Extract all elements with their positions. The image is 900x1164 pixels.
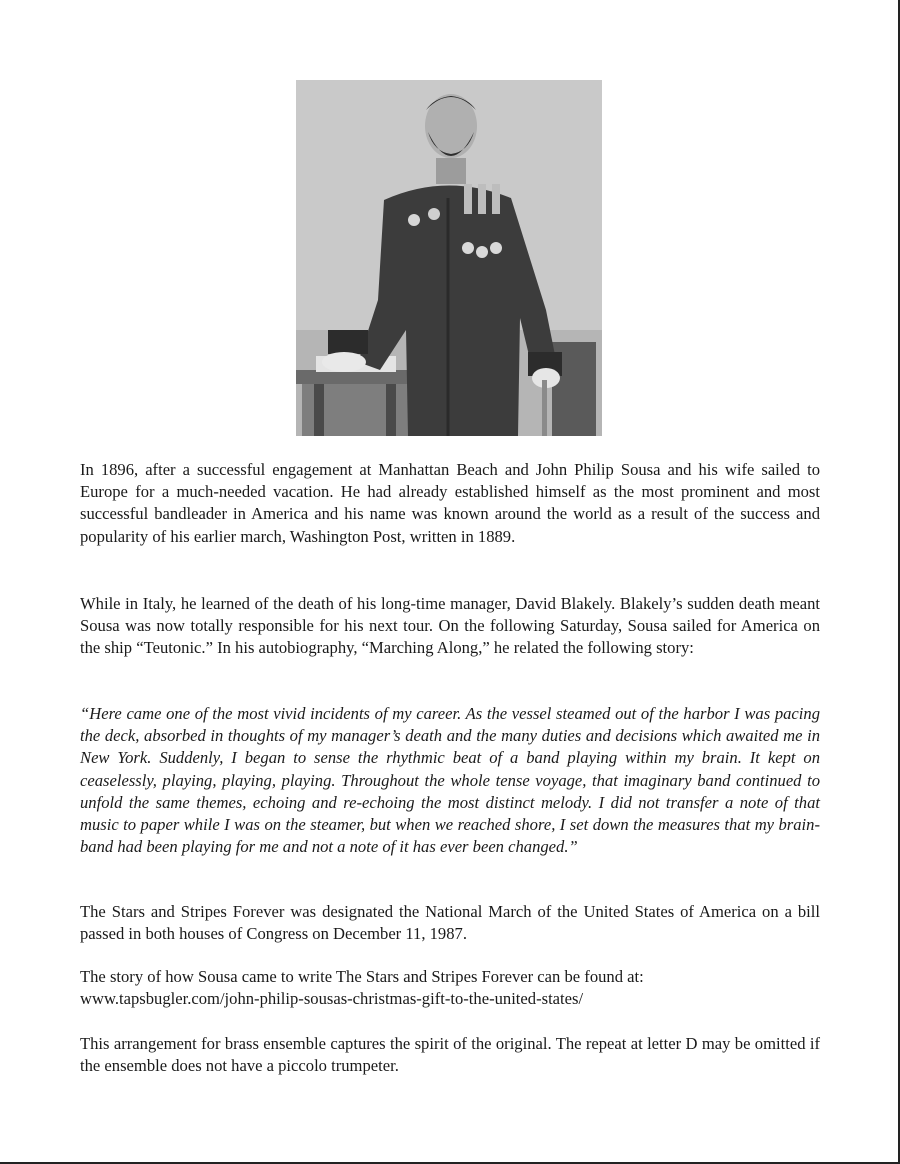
paragraph-arrangement: This arrangement for brass ensemble captures the spirit of the original. The repeat at letter D may be omitted if the ensemble does not have a piccolo trumpeter. bbox=[80, 1034, 820, 1076]
story-link-text: The story of how Sousa came to write The Stars and Stripes Forever can be found at: bbox=[80, 967, 644, 986]
portrait-photo bbox=[296, 80, 602, 436]
story-url-link[interactable]: www.tapsbugler.com/john-philip-sousas-christmas-gift-to-the-united-states/ bbox=[80, 989, 584, 1009]
paragraph-story-link bbox=[80, 966, 820, 1010]
portrait-photo-icon bbox=[296, 80, 602, 436]
paragraph-italy: While in Italy, he learned of the death of his long-time manager, David Blakely. Blakely’s sudden death meant Sousa was now totally responsible for his next tour. On the following Saturday, Sousa sailed for America on the ship “Teutonic.” In his autobiography, “Marching Along,” he related the following story: bbox=[80, 594, 820, 658]
paragraph-national-march: The Stars and Stripes Forever was designated the National March of the United States of America on a bill passed in both houses of Congress on December 11, 1987. bbox=[80, 902, 820, 944]
paragraph-intro: In 1896, after a successful engagement at Manhattan Beach and John Philip Sousa and his wife sailed to Europe for a much-needed vacation. He had already established himself as the most prominent and most successful bandleader in America and his name was known around the world as a result of the success and popularity of his earlier march, Washington Post, written in 1889. bbox=[80, 460, 820, 546]
paragraph-quote: “Here came one of the most vivid incidents of my career. As the vessel steamed out of the harbor I was pacing the deck, absorbed in thoughts of my manager’s death and the many duties and decisions which awaited me in New York. Suddenly, I began to sense the rhythmic beat of a band playing within my brain. It kept on ceaselessly, playing, playing, playing. Throughout the whole tense voyage, that imaginary band continued to unfold the same themes, echoing and re-echoing the most distinct melody. I did not transfer a note of that music to paper while I was on the steamer, but when we reached shore, I set down the measures that my brain-band had been playing for me and not a note of it has ever been changed.” bbox=[80, 704, 820, 857]
